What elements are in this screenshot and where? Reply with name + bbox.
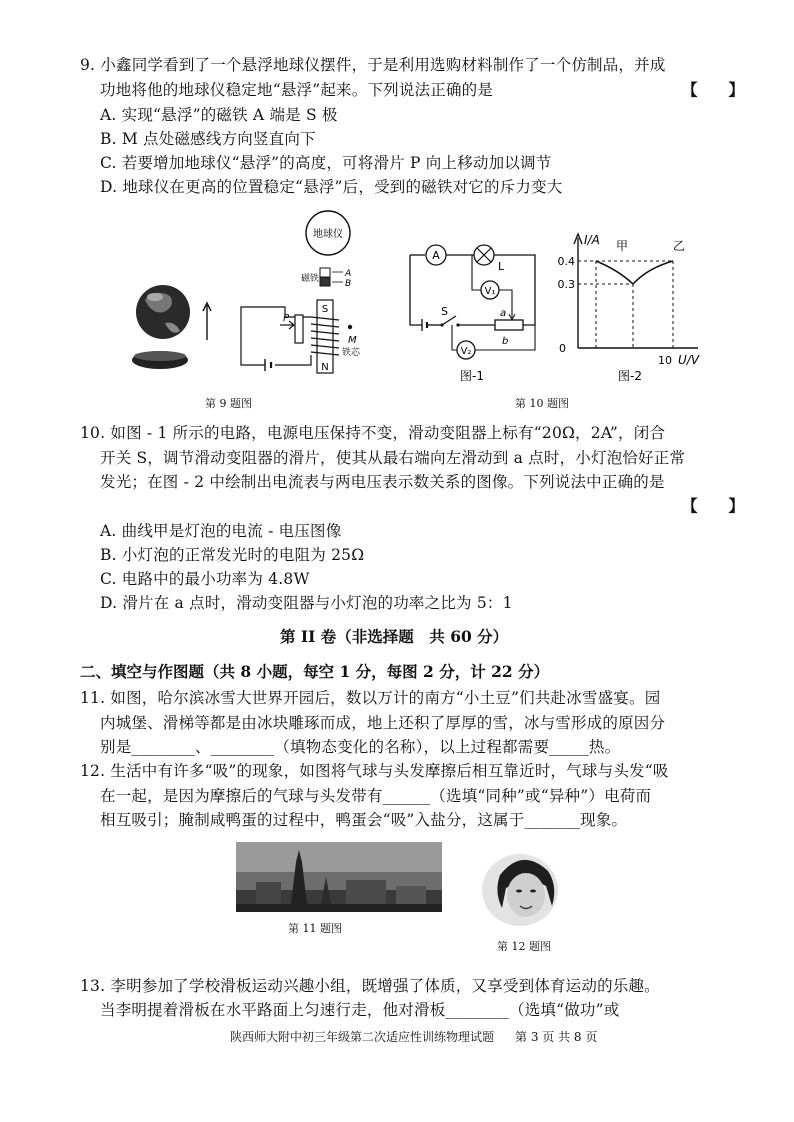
label-b: B (345, 279, 352, 289)
point-a-label: a (500, 308, 507, 319)
globe-photo (132, 285, 190, 369)
q10-caption: 第 10 题图 (515, 397, 569, 410)
q11-line-3: 别是________、________（填物态变化的名称），以上过程都需要_____热。 (100, 738, 621, 756)
graph-xlabel: U/V (678, 353, 700, 367)
q12-photo (480, 850, 575, 930)
q10-option-b: B. 小灯泡的正常发光时的电阻为 25Ω (100, 546, 365, 564)
series-jia: 甲 (616, 239, 629, 253)
q10-line-3: 发光；在图 - 2 中绘制出电流表与两电压表示数关系的图像。下列说法中正确的是 (100, 473, 665, 491)
q10-option-c: C. 电路中的最小功率为 4.8W (100, 570, 310, 588)
q12-line-1: 12. 生活中有许多“吸”的现象，如图将气球与头发摩擦后相互靠近时，气球与头发“吸 (80, 762, 669, 780)
switch-label: S (441, 305, 448, 318)
q9-line-2: 功地将他的地球仪稳定地“悬浮”起来。下列说法正确的是 (100, 81, 494, 99)
label-s: S (321, 304, 329, 315)
q9-figure (125, 205, 375, 390)
core-label: 铁芯 (342, 348, 361, 358)
graph-ytick-1: 0.4 (557, 255, 575, 268)
q9-option-a: A. 实现“悬浮”的磁铁 A 端是 S 极 (100, 106, 338, 124)
label-m: M (348, 335, 357, 346)
q10-line-1: 10. 如图 - 1 所示的电路，电源电压保持不变，滑动变阻器上标有“20Ω，2A”，闭合 (80, 424, 666, 442)
q9-caption: 第 9 题图 (205, 397, 252, 410)
q10-figure-2-graph (548, 228, 718, 388)
globe-label: 地球仪 (313, 229, 343, 240)
q11-line-1: 11. 如图，哈尔滨冰雪大世界开园后，数以万计的南方“小土豆”们共赴冰雪盛宴。园 (80, 689, 661, 707)
q11-photo (236, 842, 442, 912)
q12-caption: 第 12 题图 (497, 940, 551, 953)
q10-answer-bracket: 【 】 (682, 496, 745, 515)
q11-line-2: 内城堡、滑梯等都是由冰块雕琢而成，地上还积了厚厚的雪，冰与雪形成的原因分 (100, 714, 666, 732)
graph-origin: 0 (559, 342, 566, 355)
q9-answer-bracket: 【 】 (682, 80, 745, 99)
curve-yi (633, 261, 673, 284)
v2-label: V₂ (460, 346, 472, 357)
q11-caption: 第 11 题图 (288, 922, 342, 935)
q10-line-2: 开关 S，调节滑动变阻器的滑片，使其从最右端向左滑动到 a 点时，小灯泡恰好正常 (100, 449, 686, 467)
graph-ytick-2: 0.3 (557, 278, 575, 291)
lamp-label: L (498, 260, 505, 273)
q10-option-d: D. 滑片在 a 点时，滑动变阻器与小灯泡的功率之比为 5：1 (100, 594, 513, 612)
graph-xtick: 10 (658, 354, 672, 367)
label-n: N (321, 362, 329, 373)
q9-option-d: D. 地球仪在更高的位置稳定“悬浮”后，受到的磁铁对它的斥力变大 (100, 178, 563, 196)
q12-line-2: 在一起，是因为摩擦后的气球与头发带有______（选填“同种”或“异种”）电荷而 (100, 787, 652, 805)
footer-school: 陕西师大附中初三年级第二次适应性训练物理试题 (230, 1030, 495, 1044)
section-2-title: 二、填空与作图题（共 8 小题，每空 1 分，每图 2 分，计 22 分） (80, 662, 550, 681)
graph-ylabel: I/A (584, 233, 600, 247)
label-a: A (345, 269, 352, 279)
q9-line-1: 9. 小鑫同学看到了一个悬浮地球仪摆件，于是利用选购材料制作了一个仿制品，并成 (80, 56, 666, 74)
q13-line-2: 当李明提着滑板在水平路面上匀速行走，他对滑板________（选填“做功”或 (100, 1001, 620, 1019)
q9-option-b: B. M 点处磁感线方向竖直向下 (100, 130, 316, 148)
q9-option-c: C. 若要增加地球仪“悬浮”的高度，可将滑片 P 向上移动加以调节 (100, 154, 552, 172)
q10-option-a: A. 曲线甲是灯泡的电流 - 电压图像 (100, 522, 342, 540)
q12-line-3: 相互吸引；腌制咸鸭蛋的过程中，鸭蛋会“吸”入盐分，这属于_______现象。 (100, 811, 628, 829)
fig2-label: 图-2 (618, 369, 642, 383)
part-2-title: 第 II 卷（非选择题 共 60 分） (280, 627, 509, 646)
fig1-label: 图-1 (460, 369, 484, 383)
magnet-label: 磁铁 (301, 274, 320, 284)
v1-label: V₁ (484, 286, 496, 297)
curve-jia (596, 261, 633, 284)
point-b-label: b (502, 336, 509, 347)
footer-page-number: 第 3 页 共 8 页 (515, 1030, 598, 1044)
q10-figure-1-circuit (400, 230, 550, 390)
q13-line-1: 13. 李明参加了学校滑板运动兴趣小组，既增强了体质，又享受到体育运动的乐趣。 (80, 977, 660, 995)
ammeter-label: A (432, 249, 440, 262)
label-p: P (283, 313, 290, 324)
series-yi: 乙 (673, 239, 686, 253)
